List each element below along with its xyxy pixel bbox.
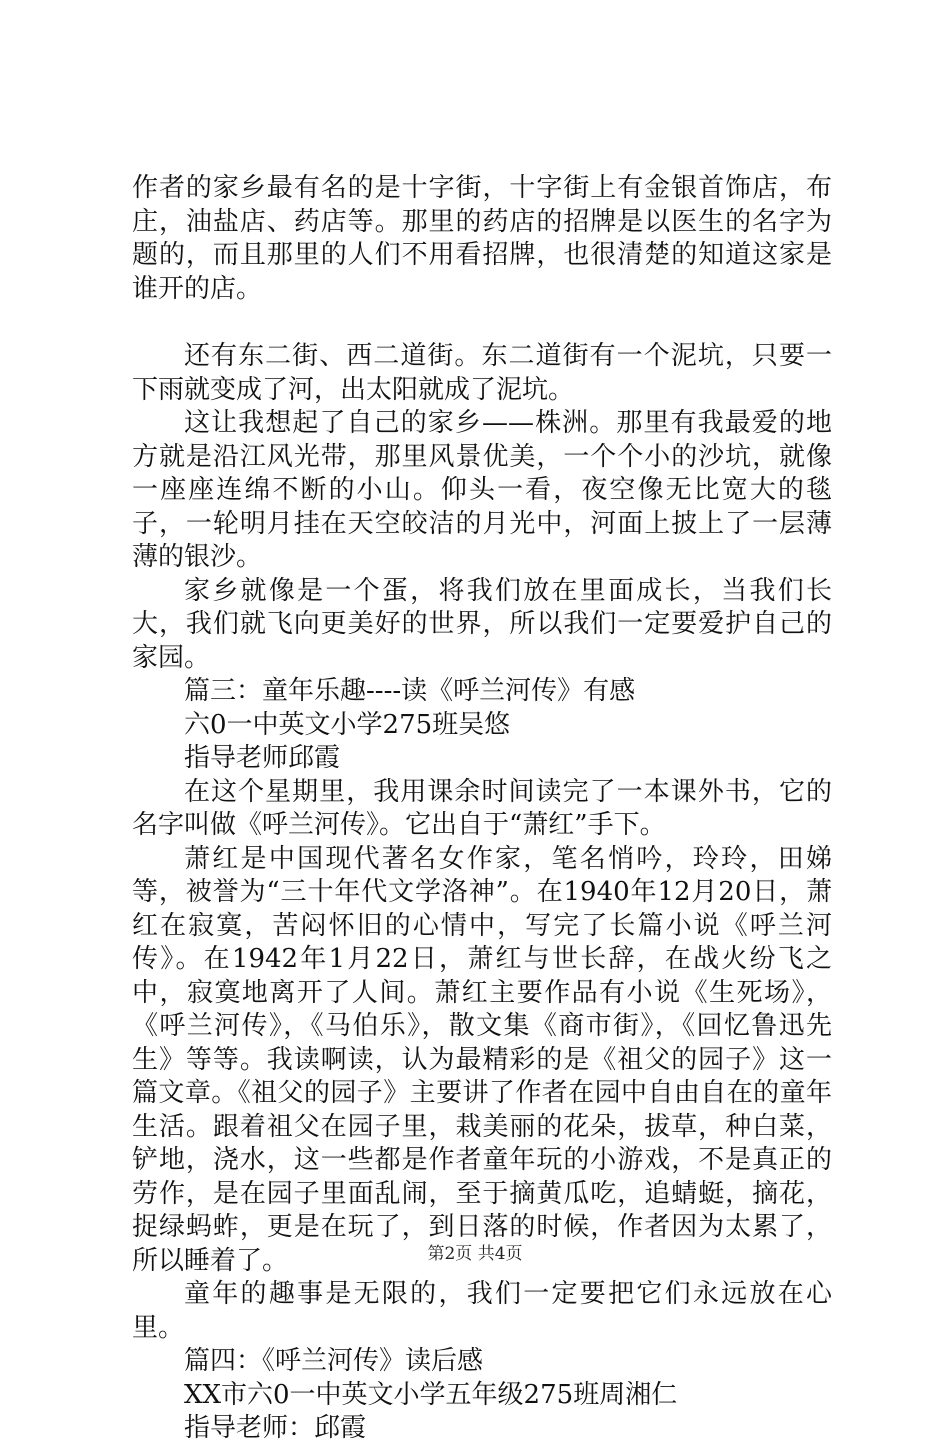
paragraph-book-intro: 在这个星期里，我用课余时间读完了一本课外书，它的名字叫做《呼兰河传》。它出自于“萧红”手下。 <box>132 776 832 840</box>
author-line-part3: 六0一中英文小学275班吴悠 <box>184 709 511 740</box>
teacher-line-part4: 指导老师：邱霞 <box>184 1413 367 1443</box>
paragraph-zhuzhou: 这让我想起了自己的家乡——株洲。那里有我最爱的地方就是沿江风光带，那里风景优美，一个个小的沙坑，就像一座座连绵不断的小山。仰头一看，夜空像无比宽大的毯子，一轮明月挂在天空皎洁的月光中，河面上披上了一层薄薄的银沙。 <box>132 408 832 572</box>
paragraph-xiao-hong: 萧红是中国现代著名女作家，笔名悄吟，玲玲，田娣等，被誉为“三十年代文学洛神”。在1940年12月20日，萧红在寂寞，苦闷怀旧的心情中，写完了长篇小说《呼兰河传》。在1942年1月22日，萧红与世长辞，在战火纷飞之中，寂寞地离开了人间。萧红主要作品有小说《生死场》，《呼兰河传》，《马伯乐》，散文集《商市街》，《回忆鲁迅先生》等等。我读啊读，认为最精彩的是《祖父的园子》这一篇文章。《祖父的园子》主要讲了作者在园中自由自在的童年生活。跟着祖父在园子里，栽美丽的花朵，拔草，种白菜，铲地，浇水，这一些都是作者童年玩的小游戏，不是真正的劳作，是在园子里面乱闹，至于摘黄瓜吃，追蜻蜓，摘花，捉绿蚂蚱，更是在玩了，到日落的时候，作者因为太累了，所以睡着了。 <box>132 843 832 1276</box>
paragraph-second-street: 还有东二街、西二道街。东二道街有一个泥坑，只要一下雨就变成了河，出太阳就成了泥坑。 <box>132 341 832 405</box>
author-line-part4: XX市六0一中英文小学五年级275班周湘仁 <box>184 1379 678 1410</box>
section-title-part3: 篇三：童年乐趣----读《呼兰河传》有感 <box>184 676 636 706</box>
teacher-line-part3: 指导老师邱霞 <box>184 743 341 773</box>
paragraph-hometown-street: 作者的家乡最有名的是十字街，十字街上有金银首饰店，布庄，油盐店、药店等。那里的药店的招牌是以医生的名字为题的，而且那里的人们不用看招牌，也很清楚的知道这家是谁开的店。 <box>132 173 832 304</box>
paragraph-hometown-egg: 家乡就像是一个蛋，将我们放在里面成长，当我们长大，我们就飞向更美好的世界，所以我们一定要爱护自己的家园。 <box>132 575 832 673</box>
paragraph-childhood-fun: 童年的趣事是无限的，我们一定要把它们永远放在心里。 <box>132 1279 832 1343</box>
page-footer: 第2页 共4页 <box>427 1244 523 1264</box>
section-title-part4: 篇四：《呼兰河传》读后感 <box>184 1346 484 1376</box>
